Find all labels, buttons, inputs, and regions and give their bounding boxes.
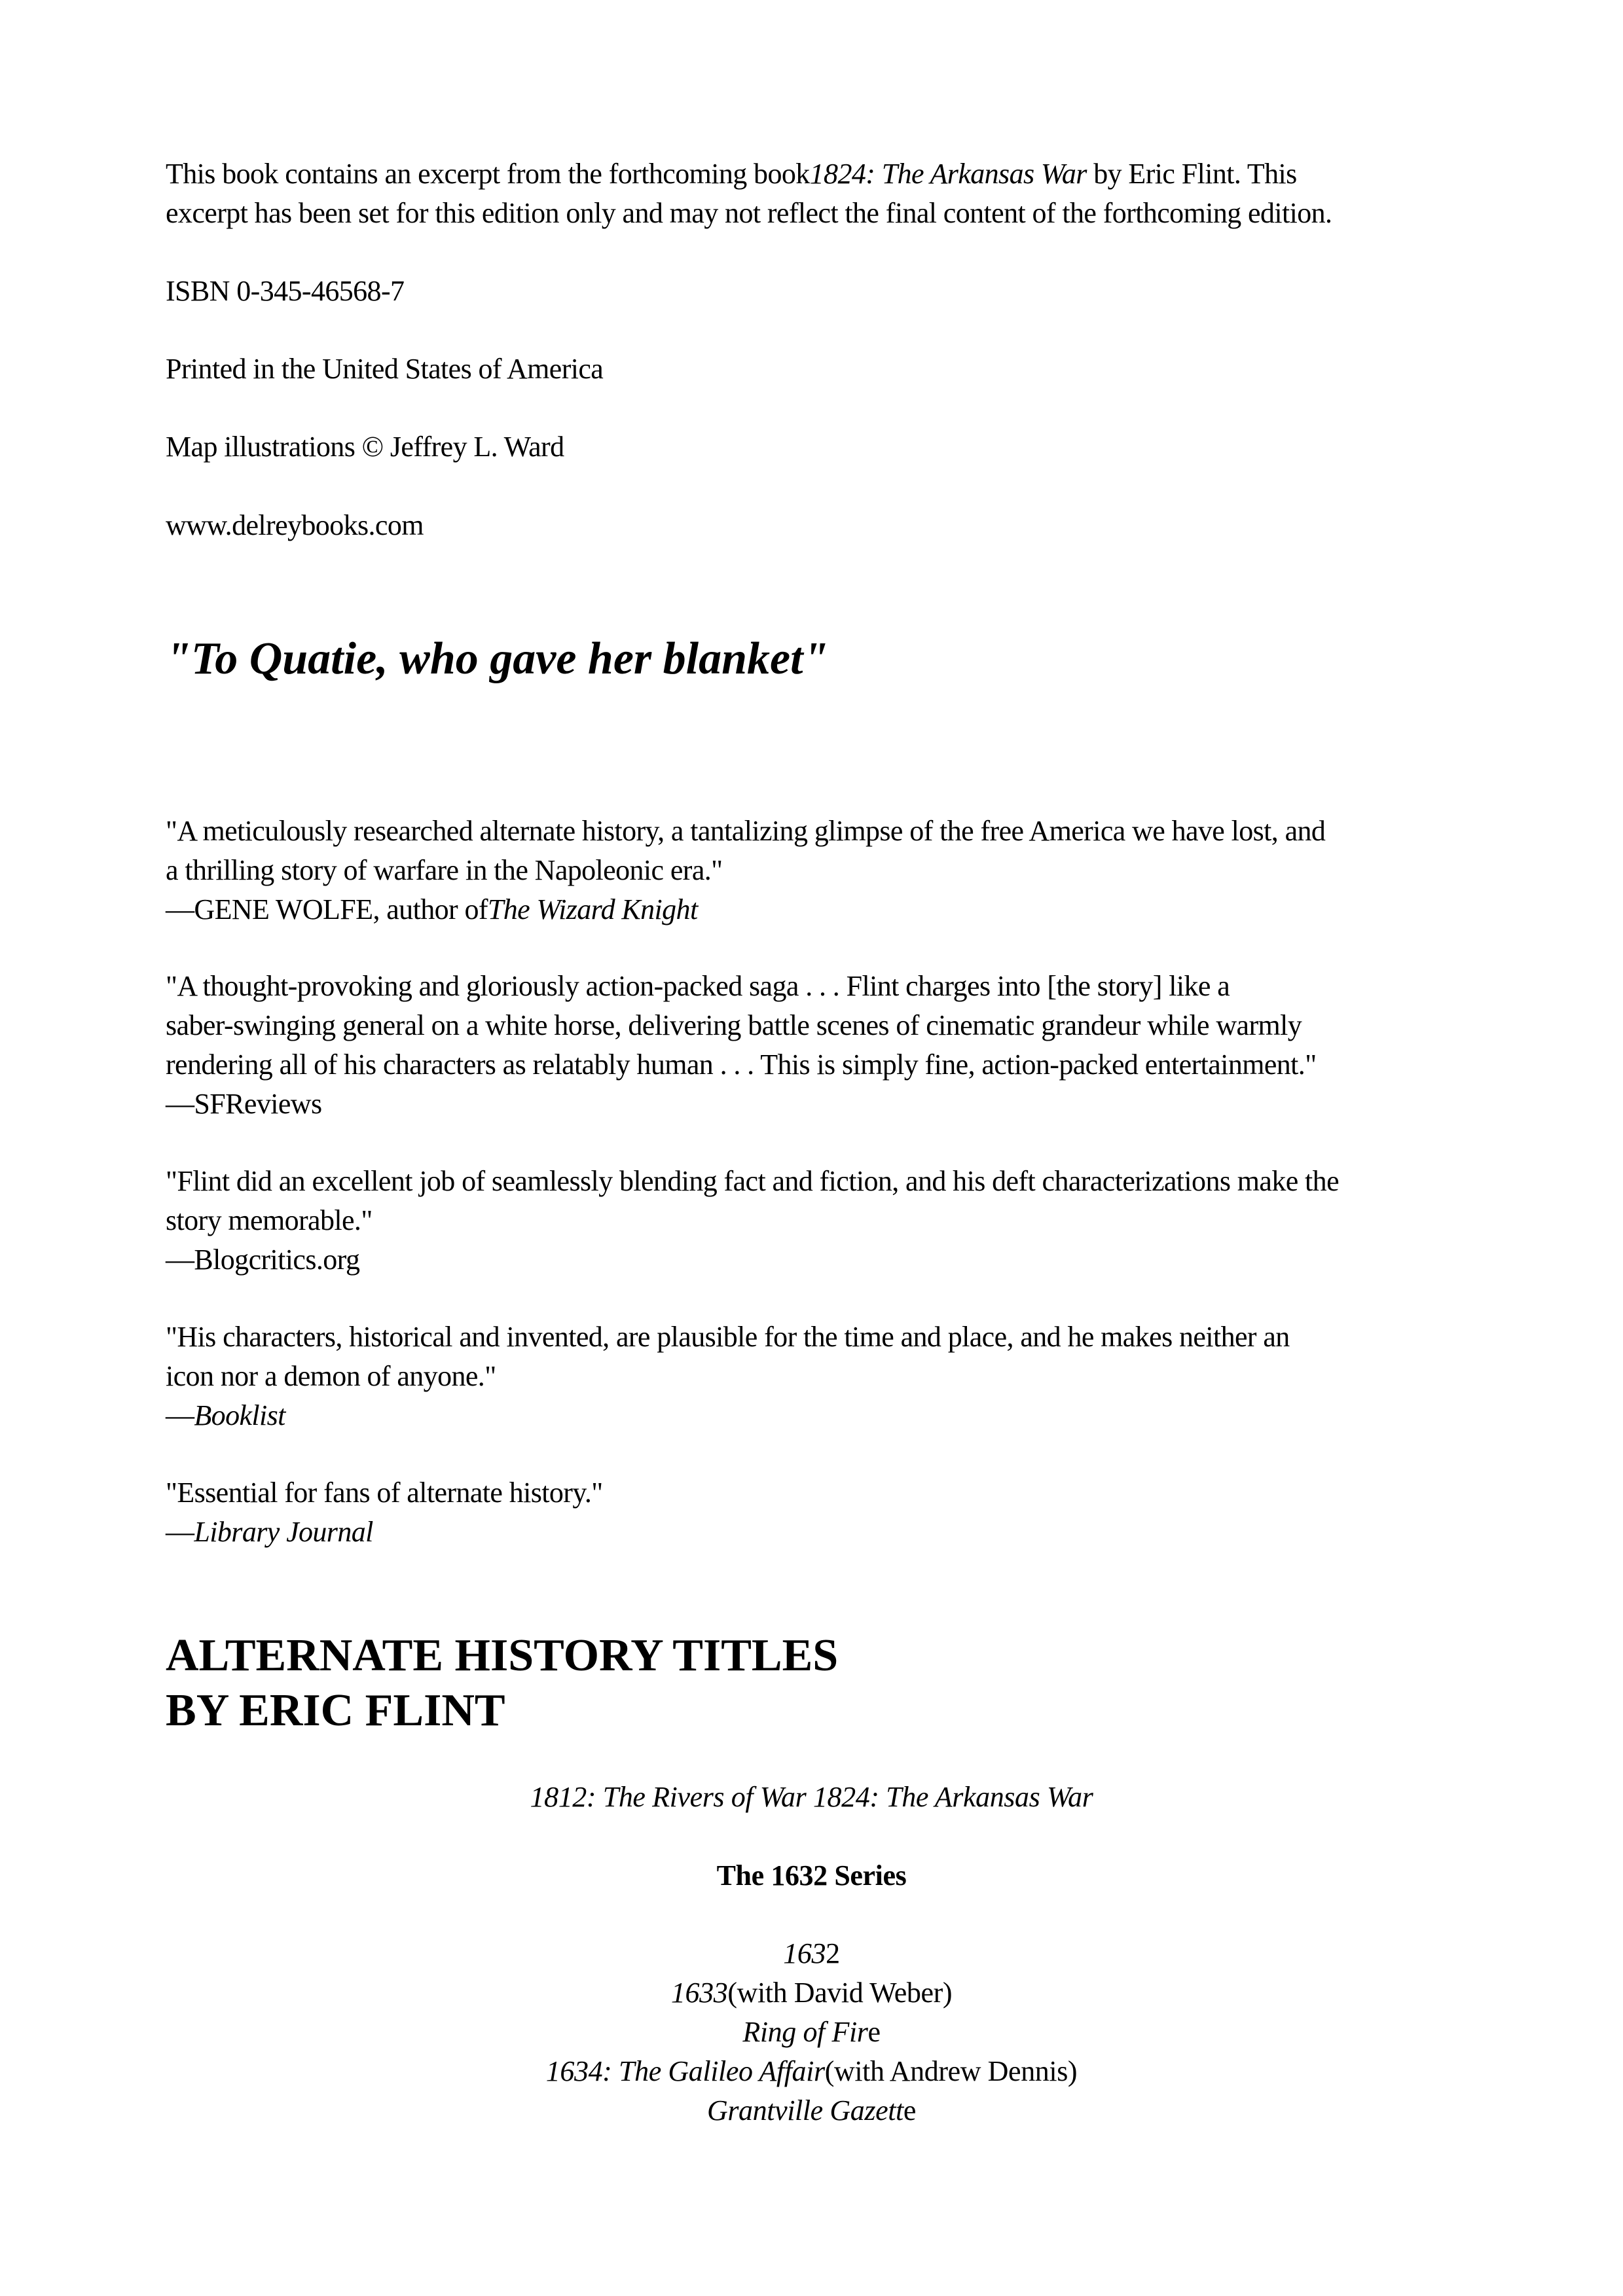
series-item: 1632 [783, 1937, 840, 1969]
praise-attribution-5: —Library Journal [166, 1516, 373, 1548]
intro-line-2: excerpt has been set for this edition only and may not reflect the final content of the forthcoming edition. [166, 197, 1332, 229]
series-item: 1634: The Galileo Affair(with Andrew Dennis) [545, 2055, 1078, 2087]
praise-quote-2: "A thought-provoking and gloriously action-packed saga . . . Flint charges into [the story] like a saber-swinging general on a white horse, delivering battle scenes of cinematic grandeur while warmly rendering all of his characters as relatably human . . . This is simply fine, action-packed entertainment." —SFReviews [166, 967, 1475, 1124]
series-item: 1633(with David Weber) [670, 1977, 953, 2009]
dedication: "To Quatie, who gave her blanket" [166, 634, 829, 684]
praise-attribution-4: —Booklist [166, 1399, 285, 1431]
praise-attribution-1: —GENE WOLFE, author ofThe Wizard Knight [166, 893, 698, 925]
map-credit: Map illustrations © Jeffrey L. Ward [166, 431, 564, 463]
intro-line-1: This book contains an excerpt from the forthcoming book1824: The Arkansas War by Eric Flint. This [166, 158, 1297, 190]
series-item: Ring of Fire [742, 2016, 881, 2048]
printed-in: Printed in the United States of America [166, 353, 604, 385]
praise-quote-4: "His characters, historical and invented, are plausible for the time and place, and he makes neither an icon nor a demon of anyone." —Booklist [166, 1318, 1475, 1435]
praise-attribution-3: —Blogcritics.org [166, 1244, 360, 1276]
series-item: Grantville Gazette [706, 2094, 917, 2126]
intro-book-title: 1824: The Arkansas War [809, 158, 1087, 190]
isbn: ISBN 0-345-46568-7 [166, 275, 405, 307]
titles-heading: ALTERNATE HISTORY TITLES BY ERIC FLINT [166, 1630, 839, 1736]
praise-quote-1: "A meticulously researched alternate history, a tantalizing glimpse of the free America we have lost, and a thrilling story of warfare in the Napoleonic era." —GENE WOLFE, author ofThe Wizard Knight [166, 812, 1475, 929]
series-heading: The 1632 Series [716, 1859, 907, 1892]
praise-attribution-2: —SFReviews [166, 1088, 322, 1120]
series-list [0, 1934, 1623, 2130]
intro-paragraph [166, 154, 1475, 233]
praise-quote-5: "Essential for fans of alternate history." —Library Journal [166, 1473, 1475, 1552]
praise-quote-3: "Flint did an excellent job of seamlessly blending fact and fiction, and his deft characterizations make the story memorable." —Blogcritics.org [166, 1162, 1475, 1280]
website: www.delreybooks.com [166, 509, 424, 541]
standalone-titles: 1812: The Rivers of War 1824: The Arkansas War [530, 1781, 1093, 1813]
